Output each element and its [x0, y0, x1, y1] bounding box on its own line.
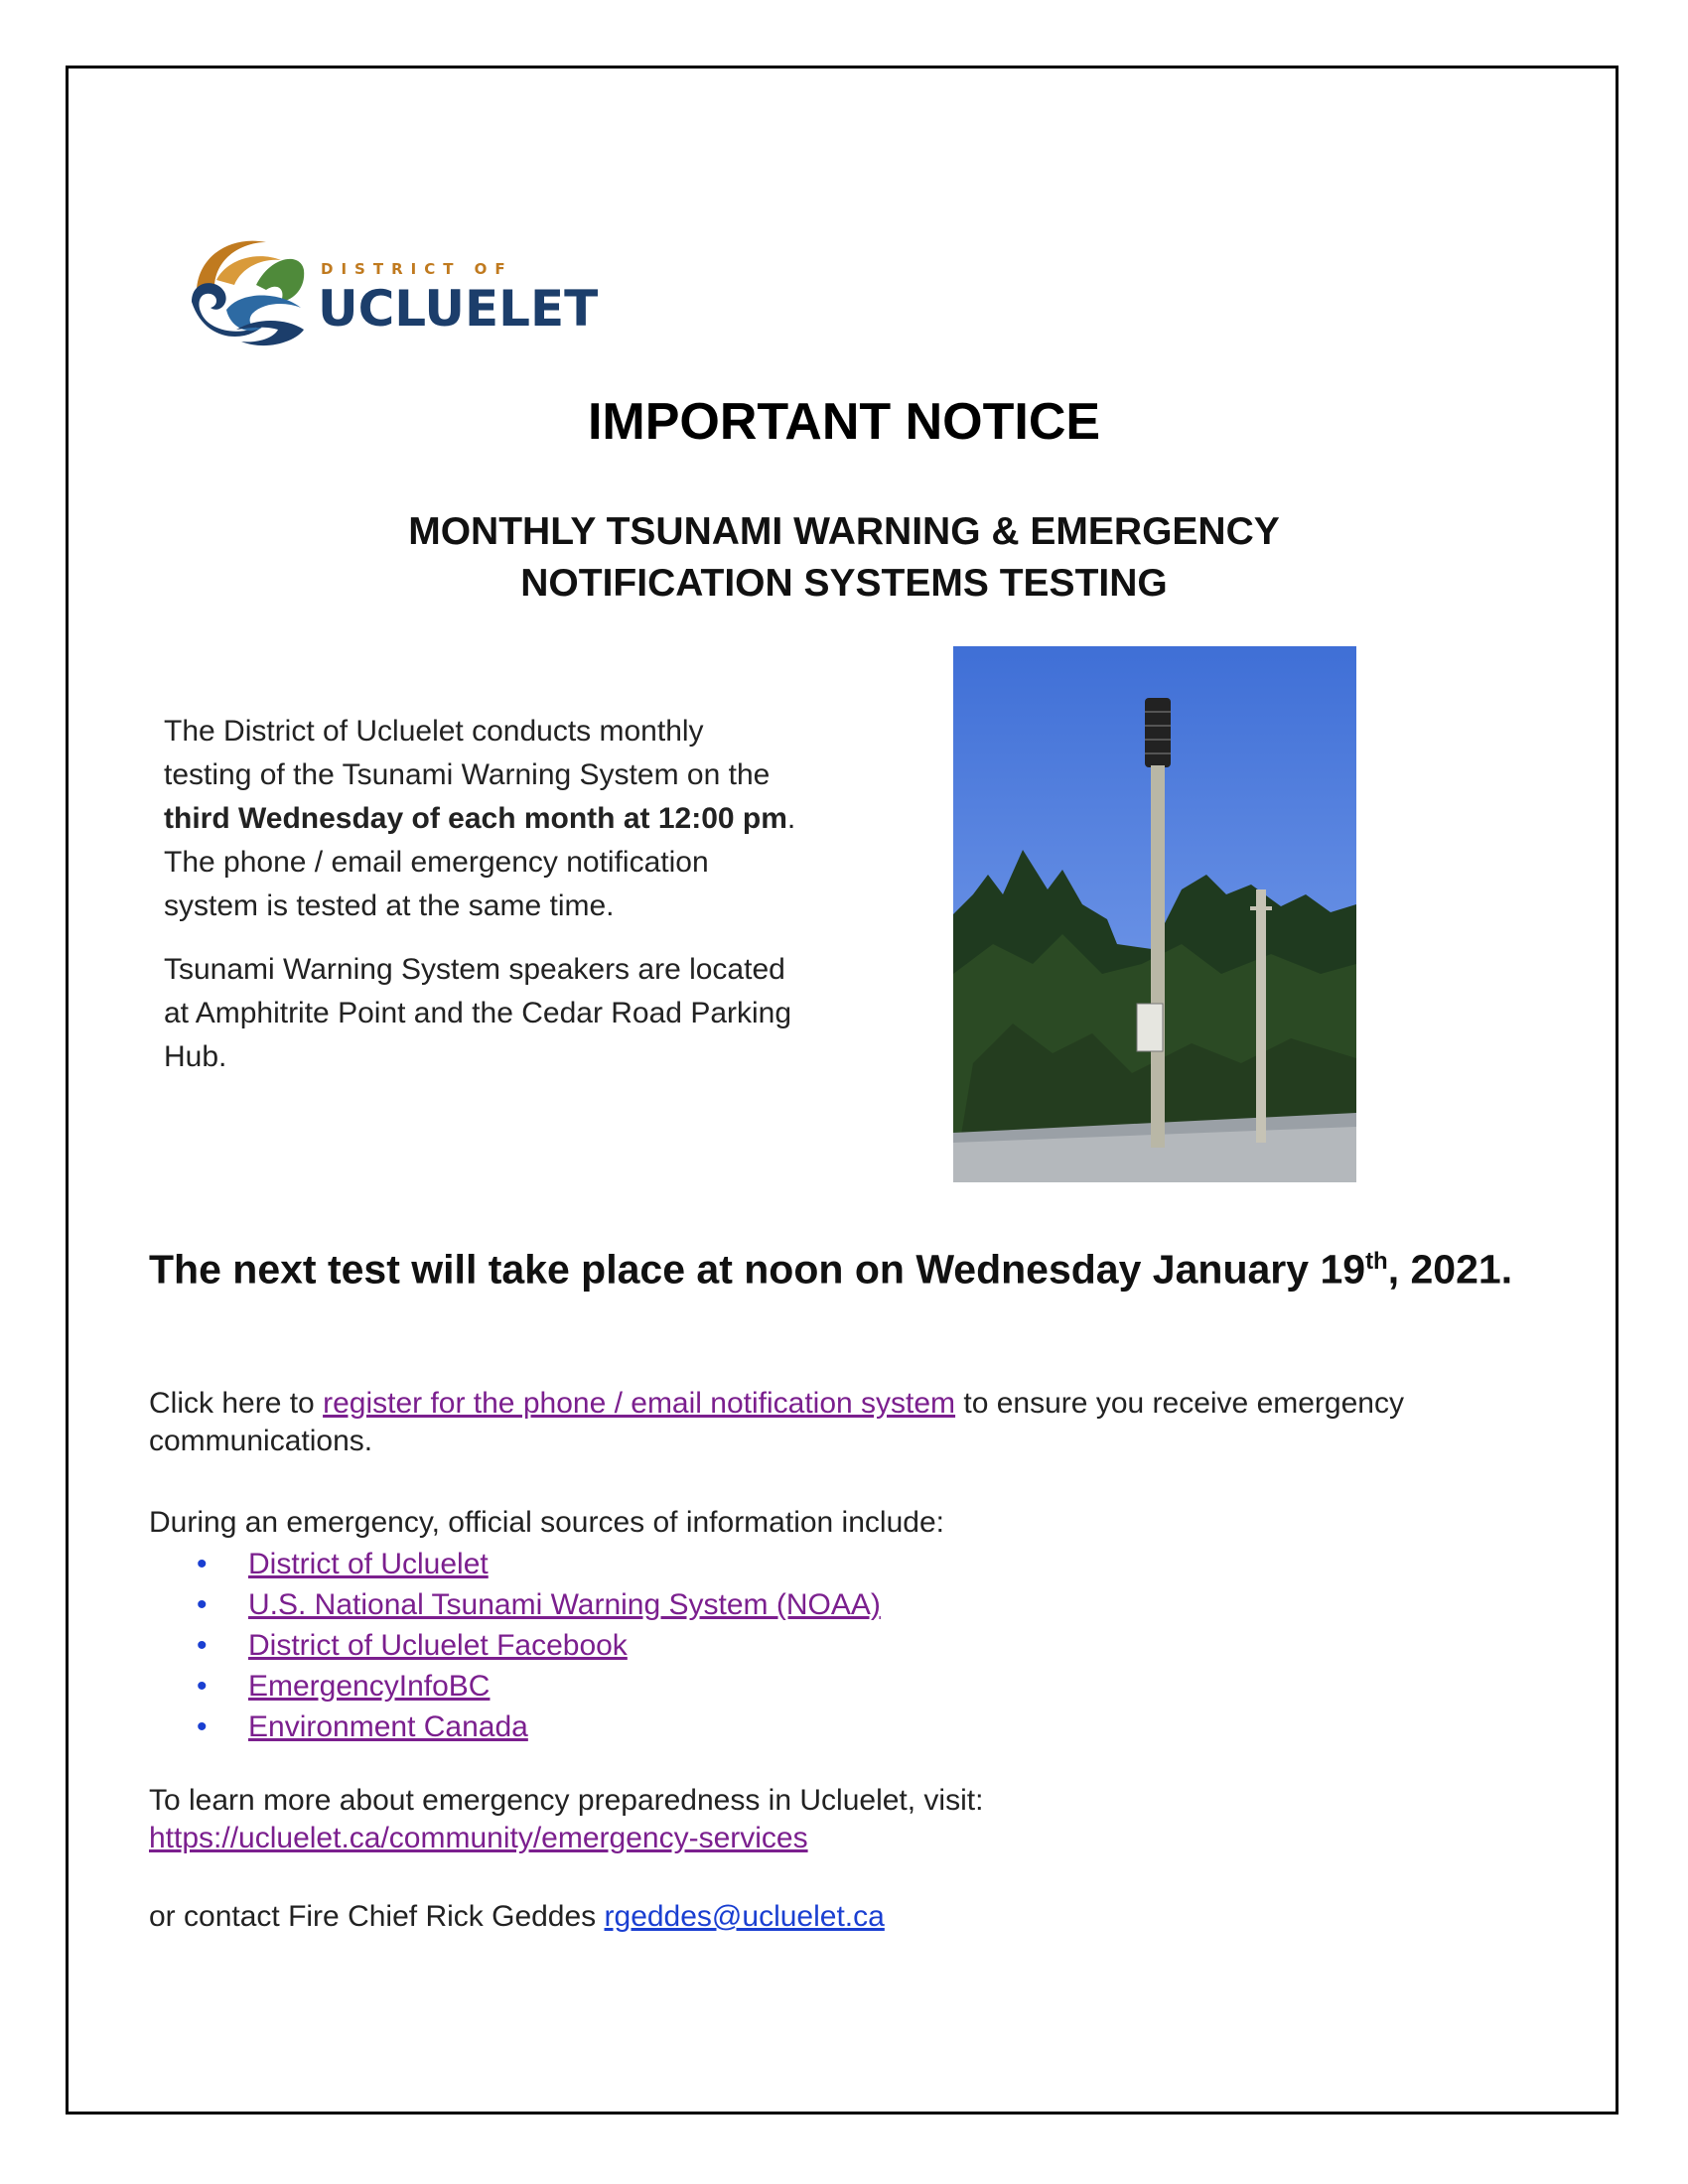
intro-p1-start: The District of Ucluelet conducts monthly testing of the Tsunami Warning System on the [164, 715, 771, 791]
intro-paragraph-1 [164, 710, 799, 928]
list-item [189, 1666, 881, 1706]
source-link-environment-canada[interactable]: Environment Canada [248, 1710, 528, 1743]
intro-paragraph-2: Tsunami Warning System speakers are located at Amphitrite Point and the Cedar Road Parking Hub. [164, 953, 792, 1073]
subtitle-line-1: MONTHLY TSUNAMI WARNING & EMERGENCY [408, 510, 1280, 553]
sources-list [189, 1544, 881, 1747]
siren-pole-photo [953, 646, 1356, 1182]
register-prefix: Click here to [149, 1387, 324, 1420]
wave-sun-logo-icon [187, 230, 311, 354]
page-title: IMPORTANT NOTICE [587, 393, 1101, 451]
source-link-emergencyinfobc[interactable]: EmergencyInfoBC [248, 1670, 491, 1703]
learn-more-text: To learn more about emergency preparedness in Ucluelet, visit: [149, 1784, 984, 1817]
list-item [189, 1706, 881, 1747]
source-link-noaa[interactable]: U.S. National Tsunami Warning System (NOAA) [248, 1588, 881, 1621]
intro-p1-end: . The phone / email emergency notification system is tested at the same time. [164, 802, 796, 922]
source-link-facebook[interactable]: District of Ucluelet Facebook [248, 1629, 628, 1662]
next-test-year: , 2021. [1387, 1246, 1513, 1293]
learn-more-paragraph [149, 1782, 1519, 1857]
siren-pole-image [953, 646, 1356, 1182]
next-test-ordinal: th [1365, 1248, 1388, 1275]
logo-district-of-text: DISTRICT OF [321, 260, 513, 278]
source-link-district[interactable]: District of Ucluelet [248, 1548, 489, 1580]
list-item [189, 1625, 881, 1666]
next-test-text: The next test will take place at noon on Wednesday January 19 [149, 1246, 1366, 1293]
district-logo [187, 230, 599, 354]
intro-text [164, 710, 799, 1099]
logo-ucluelet-text: UCLUELET [318, 280, 599, 338]
contact-text: or contact Fire Chief Rick Geddes [149, 1900, 605, 1933]
emergency-services-link[interactable]: https://ucluelet.ca/community/emergency-services [149, 1822, 808, 1854]
contact-paragraph [149, 1898, 1519, 1936]
page-subtitle [0, 506, 1688, 610]
list-item [189, 1544, 881, 1584]
list-item [189, 1584, 881, 1625]
register-paragraph [149, 1385, 1519, 1460]
sources-intro: During an emergency, official sources of information include: [149, 1506, 944, 1539]
register-suffix: to ensure you receive emergency communications. [149, 1387, 1404, 1457]
next-test-announcement [149, 1236, 1539, 1296]
register-link[interactable]: register for the phone / email notification system [323, 1387, 956, 1420]
contact-email-link[interactable]: rgeddes@ucluelet.ca [604, 1900, 885, 1933]
subtitle-line-2: NOTIFICATION SYSTEMS TESTING [520, 562, 1168, 605]
intro-p1-bold: third Wednesday of each month at 12:00 pm [164, 802, 787, 835]
